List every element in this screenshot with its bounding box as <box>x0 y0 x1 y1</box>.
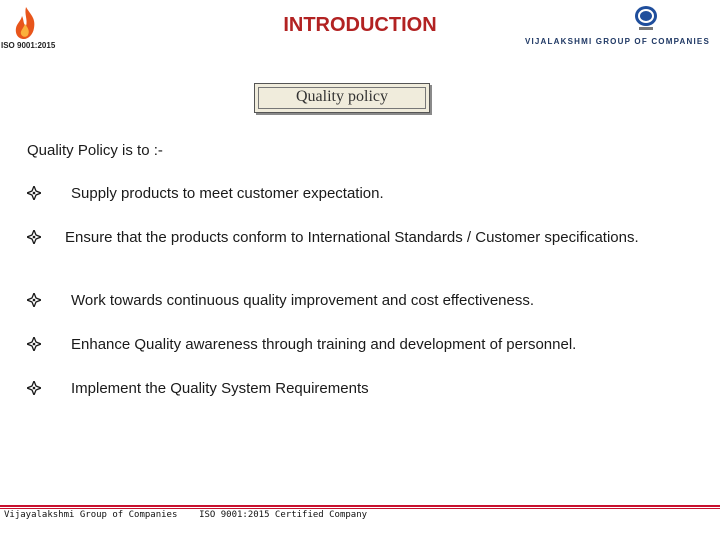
list-item-text: Work towards continuous quality improvement and cost effectiveness. <box>71 292 535 309</box>
list-item <box>27 184 687 204</box>
intro-text: Quality Policy is to :- <box>27 142 163 159</box>
list-item-text: Supply products to meet customer expectation. <box>71 185 384 202</box>
footer-certification: ISO 9001:2015 Certified Company <box>199 510 368 520</box>
iso-label: ISO 9001:2015 <box>1 41 56 50</box>
diamond-bullet-icon <box>27 381 41 395</box>
list-item <box>27 379 687 399</box>
diamond-bullet-icon <box>27 337 41 351</box>
group-label: VIJALAKSHMI GROUP OF COMPANIES <box>524 37 710 46</box>
footer-divider <box>0 505 720 507</box>
list-item <box>27 291 687 311</box>
section-heading: Quality policy <box>296 88 388 105</box>
footer-company: Vijayalakshmi Group of Companies <box>4 510 178 520</box>
footer-divider-thin <box>0 508 720 509</box>
diamond-bullet-icon <box>27 230 41 244</box>
page-title: INTRODUCTION <box>283 14 437 36</box>
diamond-bullet-icon <box>27 186 41 200</box>
section-heading-box <box>254 83 430 113</box>
list-item <box>27 335 687 355</box>
list-item-text: Implement the Quality System Requirements <box>71 380 369 397</box>
list-item <box>27 228 687 248</box>
tuv-certification-icon <box>628 4 664 34</box>
footer <box>4 510 367 520</box>
list-item-text: Ensure that the products conform to International Standards / Customer specifications. <box>65 229 639 246</box>
diamond-bullet-icon <box>27 293 41 307</box>
list-item-text: Enhance Quality awareness through training and development of personnel. <box>71 336 577 353</box>
